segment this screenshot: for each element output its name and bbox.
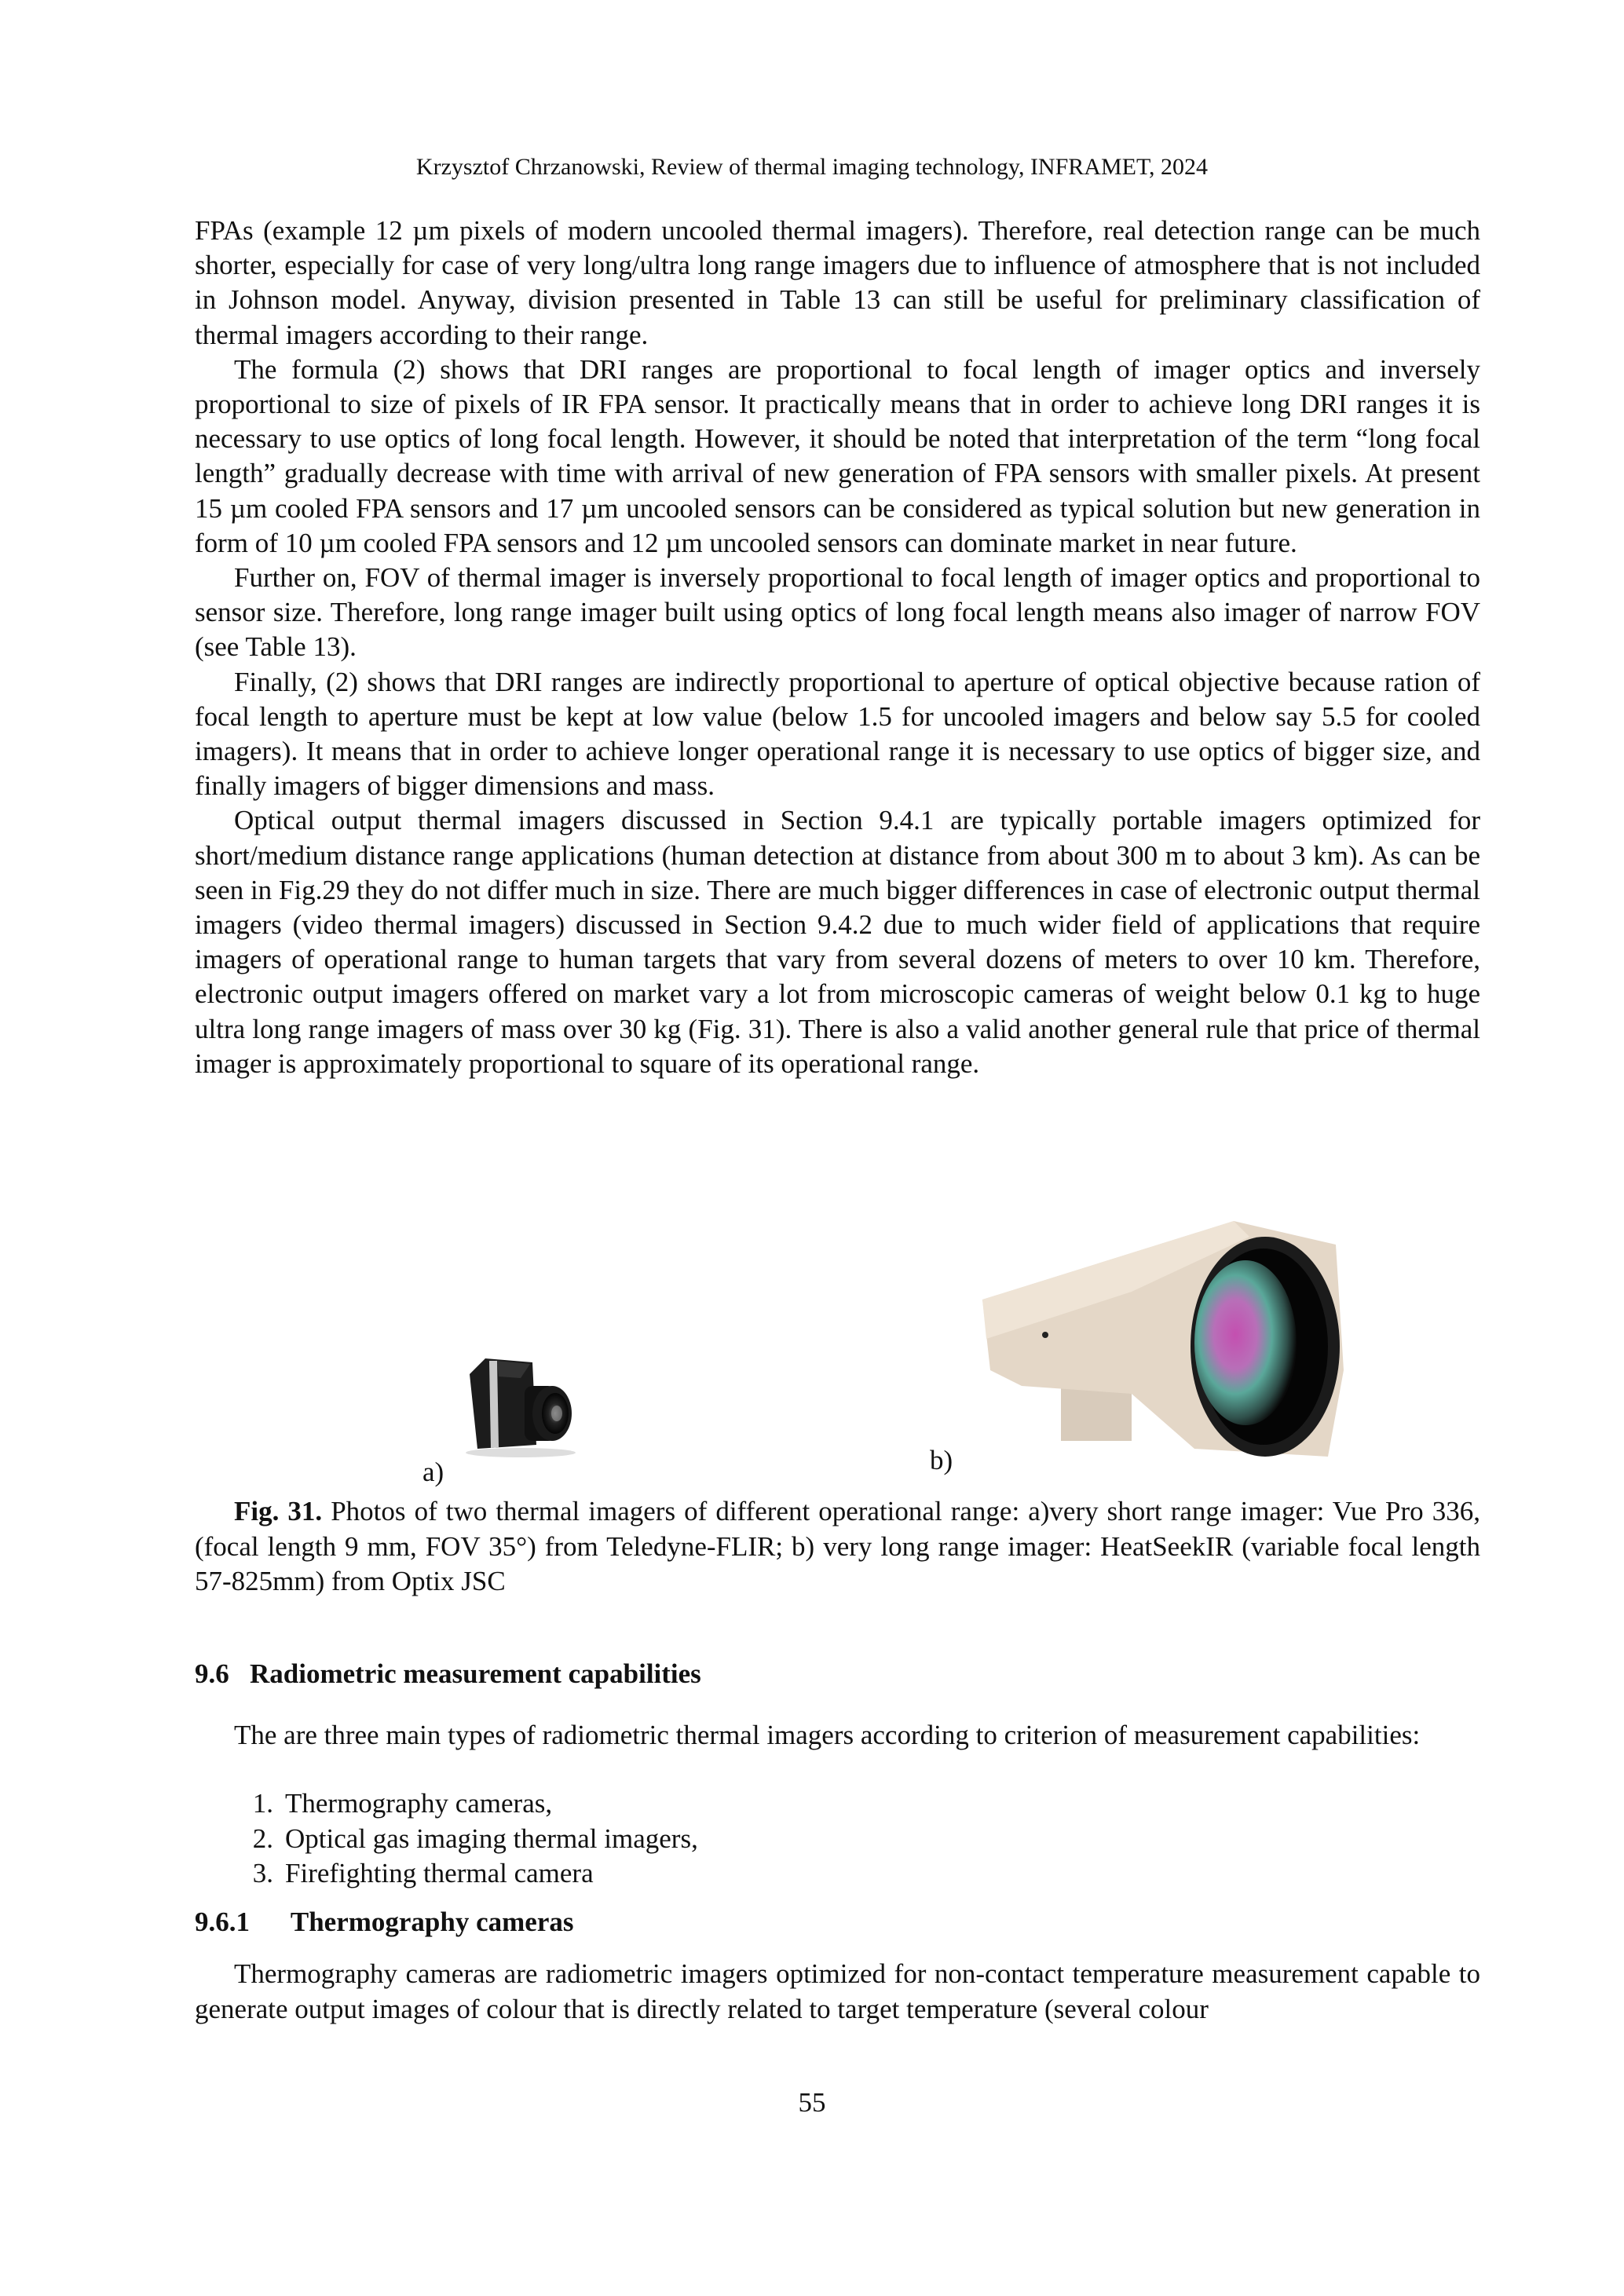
list-text: Optical gas imaging thermal imagers, <box>285 1823 698 1854</box>
figure-label-b: b) <box>930 1445 953 1475</box>
paragraph: Thermography cameras are radiometric imagers optimized for non-contact temperature measurement capable to generate output images of colour that is directly related to target temperature (several colour <box>195 1958 1480 2024</box>
subsection-text <box>195 1957 1480 2027</box>
radiometric-types-list <box>195 1786 1480 1892</box>
figure-label-a: a) <box>422 1457 444 1487</box>
paragraph: FPAs (example 12 µm pixels of modern uncooled thermal imagers). Therefore, real detection range can be much shorter, especially for case of very long/ultra long range imagers due to influence of atmosphere that is not included in Johnson model. Anyway, division presented in Table 13 can still be useful for preliminary classification of thermal imagers according to their range. <box>195 215 1480 350</box>
list-text: Firefighting thermal camera <box>285 1858 594 1888</box>
running-header: Krzysztof Chrzanowski, Review of thermal imaging technology, INFRAMET, 2024 <box>415 154 1209 180</box>
section-intro <box>195 1718 1480 1753</box>
paragraph: Further on, FOV of thermal imager is inversely proportional to focal length of imager optics and proportional to sensor size. Therefore, long range imager built using optics of long focal length means also imager of narrow FOV (see Table 13). <box>195 562 1480 663</box>
page-number: 55 <box>798 2087 826 2118</box>
figure-caption <box>195 1494 1480 1600</box>
figure-caption-text: Photos of two thermal imagers of different operational range: a)very short range imager: Vue Pro 336, (focal length 9 mm, FOV 35°) from Teledyne-FLIR; b) very long range imager: HeatSeekIR (variable focal length 57-825mm) from Optix JSC <box>195 1496 1480 1596</box>
long-range-thermal-camera-photo <box>975 1213 1359 1464</box>
figure-number: Fig. 31. <box>234 1496 323 1526</box>
subsection-heading: 9.6.1 Thermography cameras <box>195 1907 574 1937</box>
paragraph: The are three main types of radiometric thermal imagers according to criterion of measurement capabilities: <box>234 1720 1421 1750</box>
list-item <box>195 1786 1480 1822</box>
list-number: 1. <box>252 1788 273 1819</box>
body-text <box>195 214 1480 1081</box>
paragraph: The formula (2) shows that DRI ranges are proportional to focal length of imager optics and inversely proportional to size of pixels of IR FPA sensor. It practically means that in order to achieve long DRI ranges it is necessary to use optics of long focal length. However, it should be noted that interpretation of the term “long focal length” gradually decrease with time with arrival of new generation of FPA sensors with smaller pixels. At present 15 µm cooled FPA sensors and 17 µm uncooled sensors can be considered as typical solution but new generation in form of 10 µm cooled FPA sensors and 12 µm uncooled sensors can dominate market in near future. <box>195 353 1480 558</box>
list-number: 2. <box>252 1823 273 1854</box>
section-heading: 9.6 Radiometric measurement capabilities <box>195 1658 701 1689</box>
list-text: Thermography cameras, <box>285 1788 553 1819</box>
list-item <box>195 1822 1480 1857</box>
paragraph: Optical output thermal imagers discussed in Section 9.4.1 are typically portable imagers optimized for short/medium distance range applications (human detection at distance from about 300 m to about 3 km). As can be seen in Fig.29 they do not differ much in size. There are much bigger differences in case of electronic output thermal imagers (video thermal imagers) discussed in Section 9.4.2 due to much wider field of applications that require imagers of operational range to human targets that vary from several dozens of meters to over 10 km. Therefore, electronic output imagers offered on market vary a lot from microscopic cameras of weight below 0.1 kg to huge ultra long range imagers of mass over 30 kg (Fig. 31). There is also a valid another general rule that price of thermal imager is approximately proportional to square of its operational range. <box>195 805 1480 1079</box>
list-number: 3. <box>252 1858 273 1888</box>
small-thermal-camera-photo <box>458 1355 583 1461</box>
list-item <box>195 1856 1480 1892</box>
paragraph: Finally, (2) shows that DRI ranges are indirectly proportional to aperture of optical objective because ration of focal length to aperture must be kept at low value (below 1.5 for uncooled imagers and below say 5.5 for cooled imagers). It means that in order to achieve longer operational range it is necessary to use optics of bigger size, and finally imagers of bigger dimensions and mass. <box>195 666 1480 802</box>
